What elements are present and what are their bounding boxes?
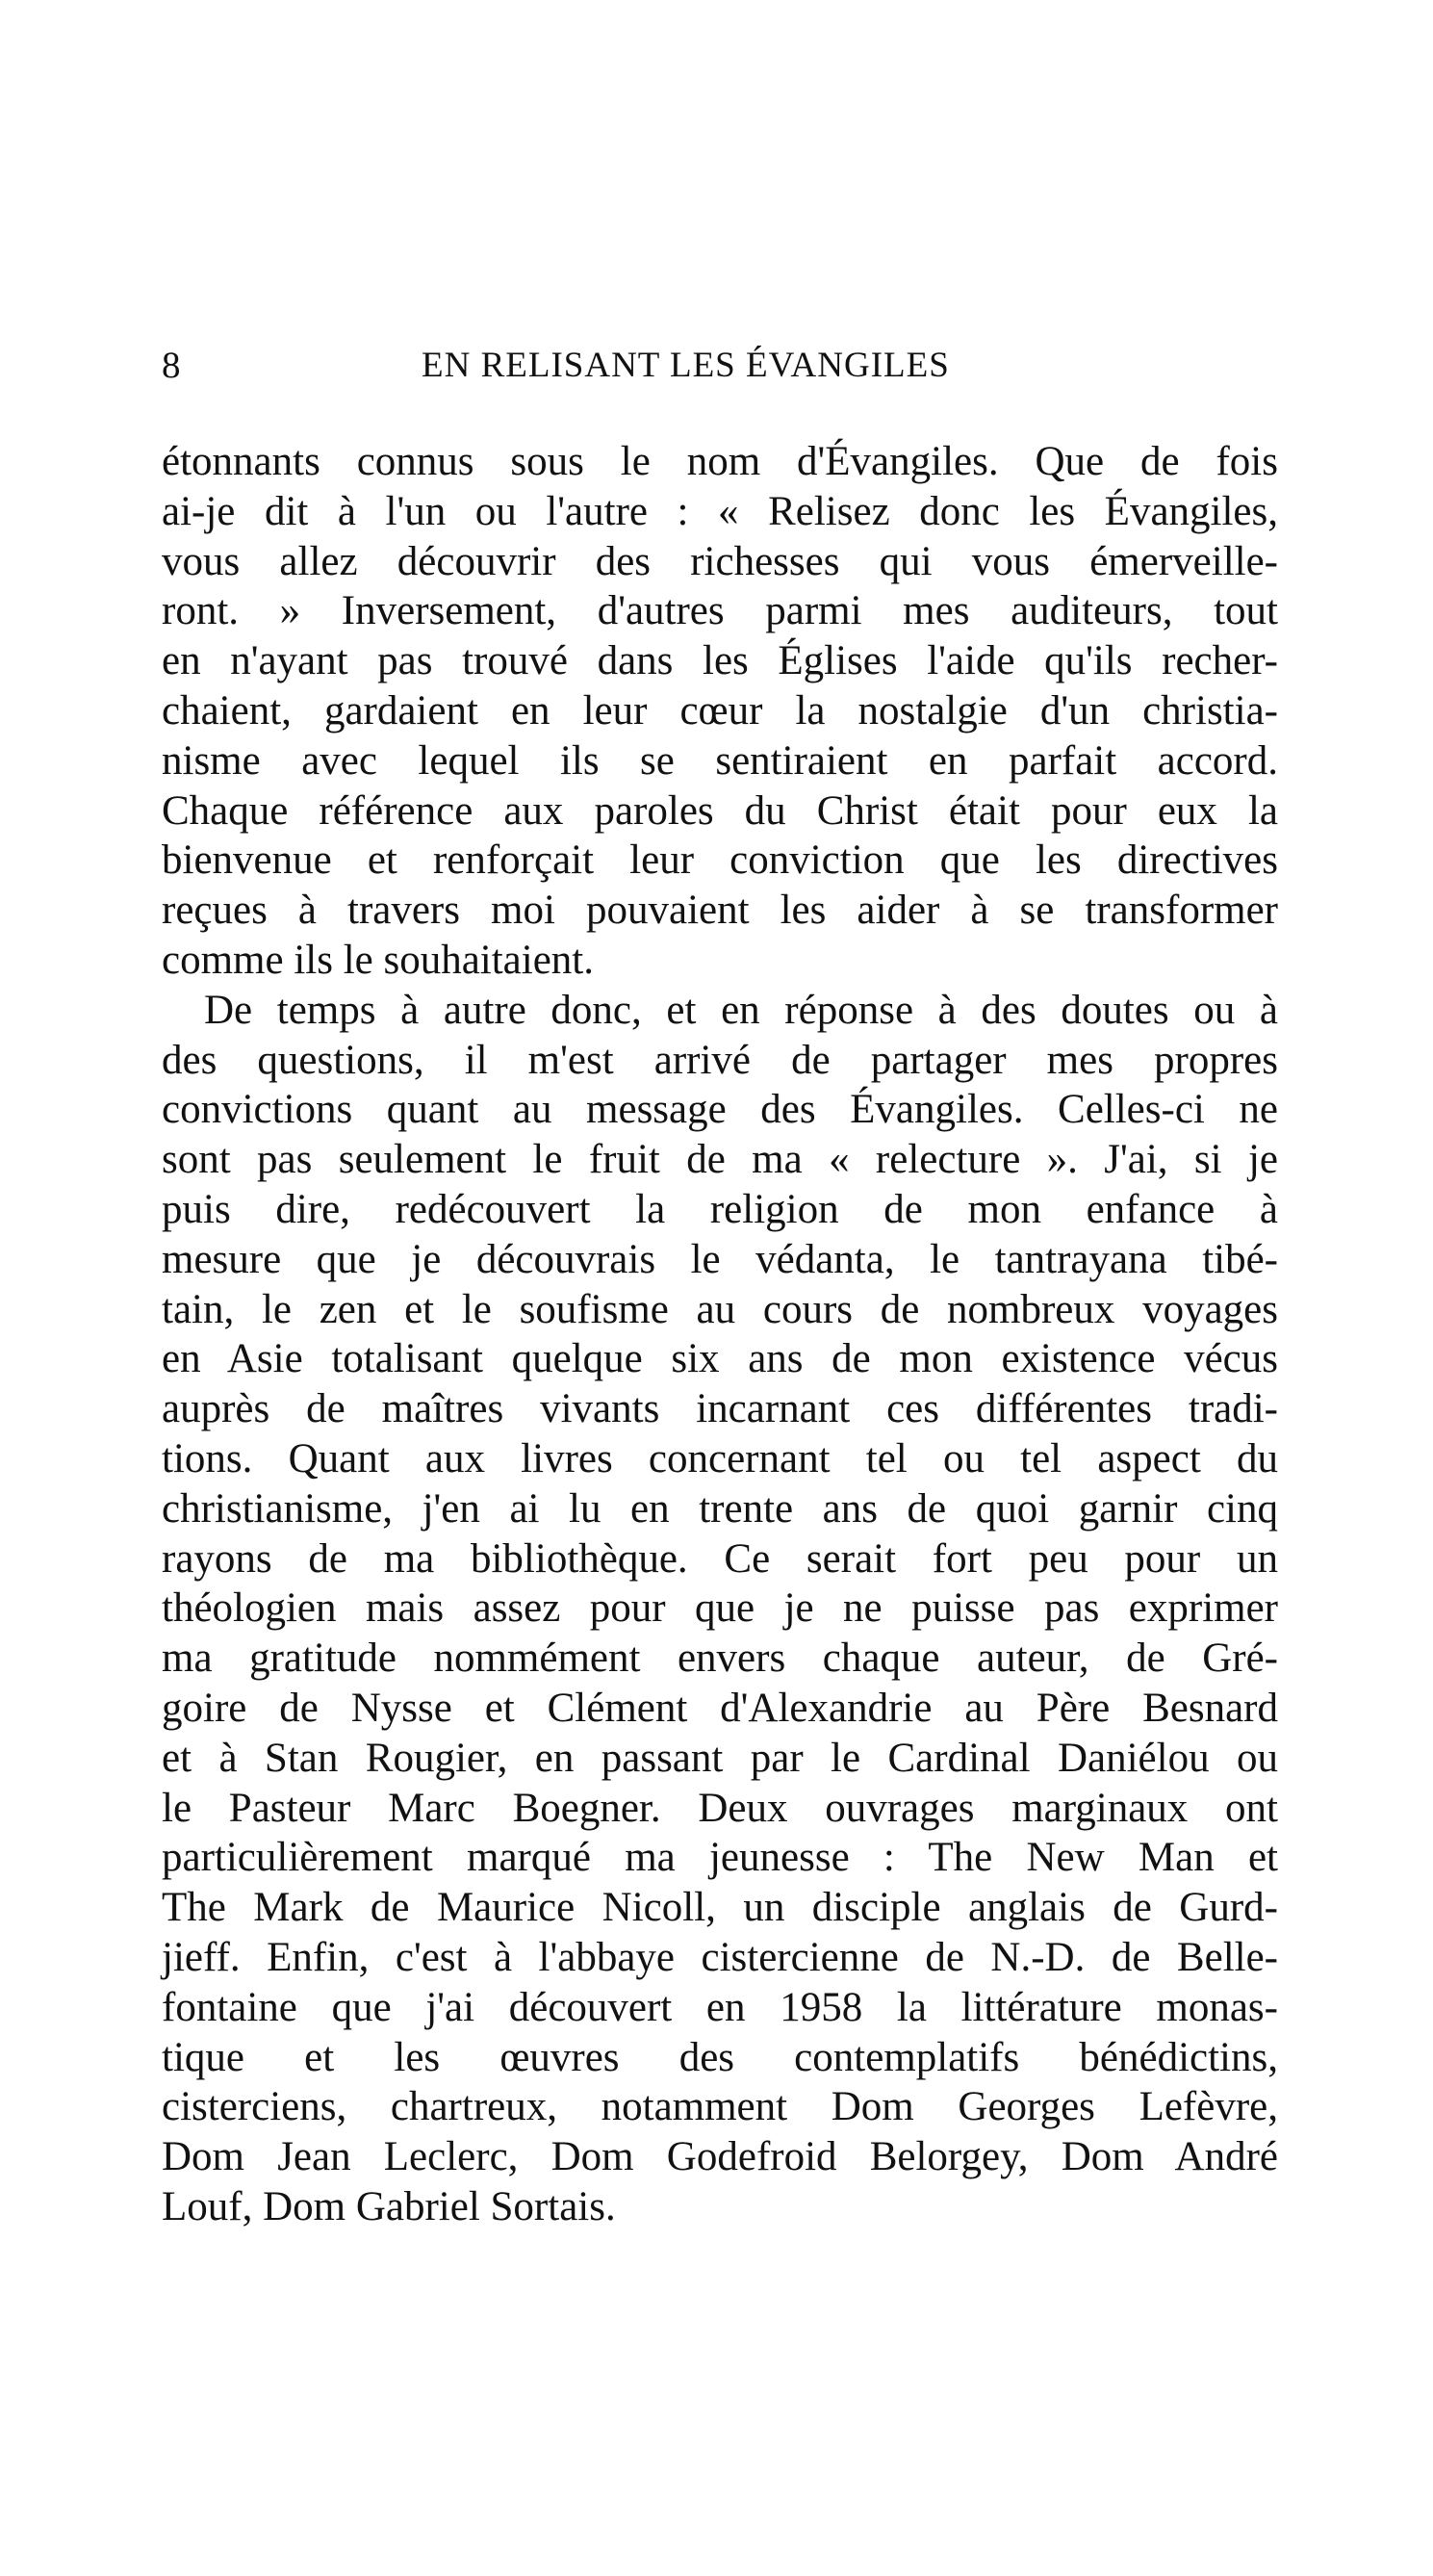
running-title: EN RELISANT LES ÉVANGILES xyxy=(422,346,950,385)
text-line: puis dire, redécouvert la religion de mon enfance à xyxy=(162,1186,1278,1232)
text-line: ai-je dit à l'un ou l'autre : « Relisez donc les Évangiles, xyxy=(162,488,1278,534)
text-line: ront. » Inversement, d'autres parmi mes auditeurs, tout xyxy=(162,588,1278,634)
text-line: tions. Quant aux livres concernant tel ou tel aspect du xyxy=(162,1435,1278,1481)
text-line: mesure que je découvrais le védanta, le tantrayana tibé- xyxy=(162,1236,1278,1282)
text-line: tique et les œuvres des contemplatifs bénédictins, xyxy=(162,2034,1278,2080)
text-line: christianisme, j'en ai lu en trente ans de quoi garnir cinq xyxy=(162,1485,1278,1532)
paragraph-end-line: Louf, Dom Gabriel Sortais. xyxy=(162,2183,616,2229)
running-head xyxy=(162,337,1278,395)
text-line: théologien mais assez pour que je ne puisse pas exprimer xyxy=(162,1585,1278,1632)
text-line: goire de Nysse et Clément d'Alexandrie au Père Besnard xyxy=(162,1685,1278,1731)
body-text xyxy=(162,437,1278,2232)
text-line: jieff. Enfin, c'est à l'abbaye cistercienne de N.-D. de Belle- xyxy=(162,1934,1278,1980)
text-line: vous allez découvrir des richesses qui vous émerveille- xyxy=(162,538,1278,584)
paragraph-end-line: comme ils le souhaitaient. xyxy=(162,937,595,983)
text-line: le Pasteur Marc Boegner. Deux ouvrages marginaux ont xyxy=(162,1785,1278,1831)
text-line: sont pas seulement le fruit de ma « relecture ». J'ai, si je xyxy=(162,1137,1278,1183)
text-line: chaient, gardaient en leur cœur la nostalgie d'un christia- xyxy=(162,687,1278,734)
text-line: cisterciens, chartreux, notamment Dom Georges Lefèvre, xyxy=(162,2084,1278,2130)
text-line: et à Stan Rougier, en passant par le Cardinal Daniélou ou xyxy=(162,1735,1278,1781)
text-line: particulièrement marqué ma jeunesse : The New Man et xyxy=(162,1835,1278,1881)
text-line: en n'ayant pas trouvé dans les Églises l'aide qu'ils recher- xyxy=(162,638,1278,684)
text-line: auprès de maîtres vivants incarnant ces différentes tradi- xyxy=(162,1386,1278,1432)
text-line: reçues à travers moi pouvaient les aider à se transformer xyxy=(162,888,1278,934)
text-line: étonnants connus sous le nom d'Évangiles. Que de fois xyxy=(162,439,1278,484)
text-line: Chaque référence aux paroles du Christ était pour eux la xyxy=(162,787,1278,834)
paragraph-start-line: De temps à autre donc, et en réponse à des doutes ou à xyxy=(204,987,1278,1033)
text-line: tain, le zen et le soufisme au cours de nombreux voyages xyxy=(162,1286,1278,1332)
text-line: fontaine que j'ai découvert en 1958 la littérature monas- xyxy=(162,1984,1278,2030)
text-line: bienvenue et renforçait leur conviction que les directives xyxy=(162,837,1278,884)
text-line: Dom Jean Leclerc, Dom Godefroid Belorgey, Dom André xyxy=(162,2134,1278,2180)
text-line: rayons de ma bibliothèque. Ce serait fort peu pour un xyxy=(162,1535,1278,1582)
text-line: des questions, il m'est arrivé de partager mes propres xyxy=(162,1037,1278,1083)
text-line: convictions quant au message des Évangiles. Celles-ci ne xyxy=(162,1087,1278,1133)
text-line: nisme avec lequel ils se sentiraient en parfait accord. xyxy=(162,737,1278,784)
page-number: 8 xyxy=(162,345,181,386)
text-line: The Mark de Maurice Nicoll, un disciple anglais de Gurd- xyxy=(162,1885,1278,1931)
text-line: ma gratitude nommément envers chaque auteur, de Gré- xyxy=(162,1636,1278,1682)
text-line: en Asie totalisant quelque six ans de mon existence vécus xyxy=(162,1336,1278,1382)
